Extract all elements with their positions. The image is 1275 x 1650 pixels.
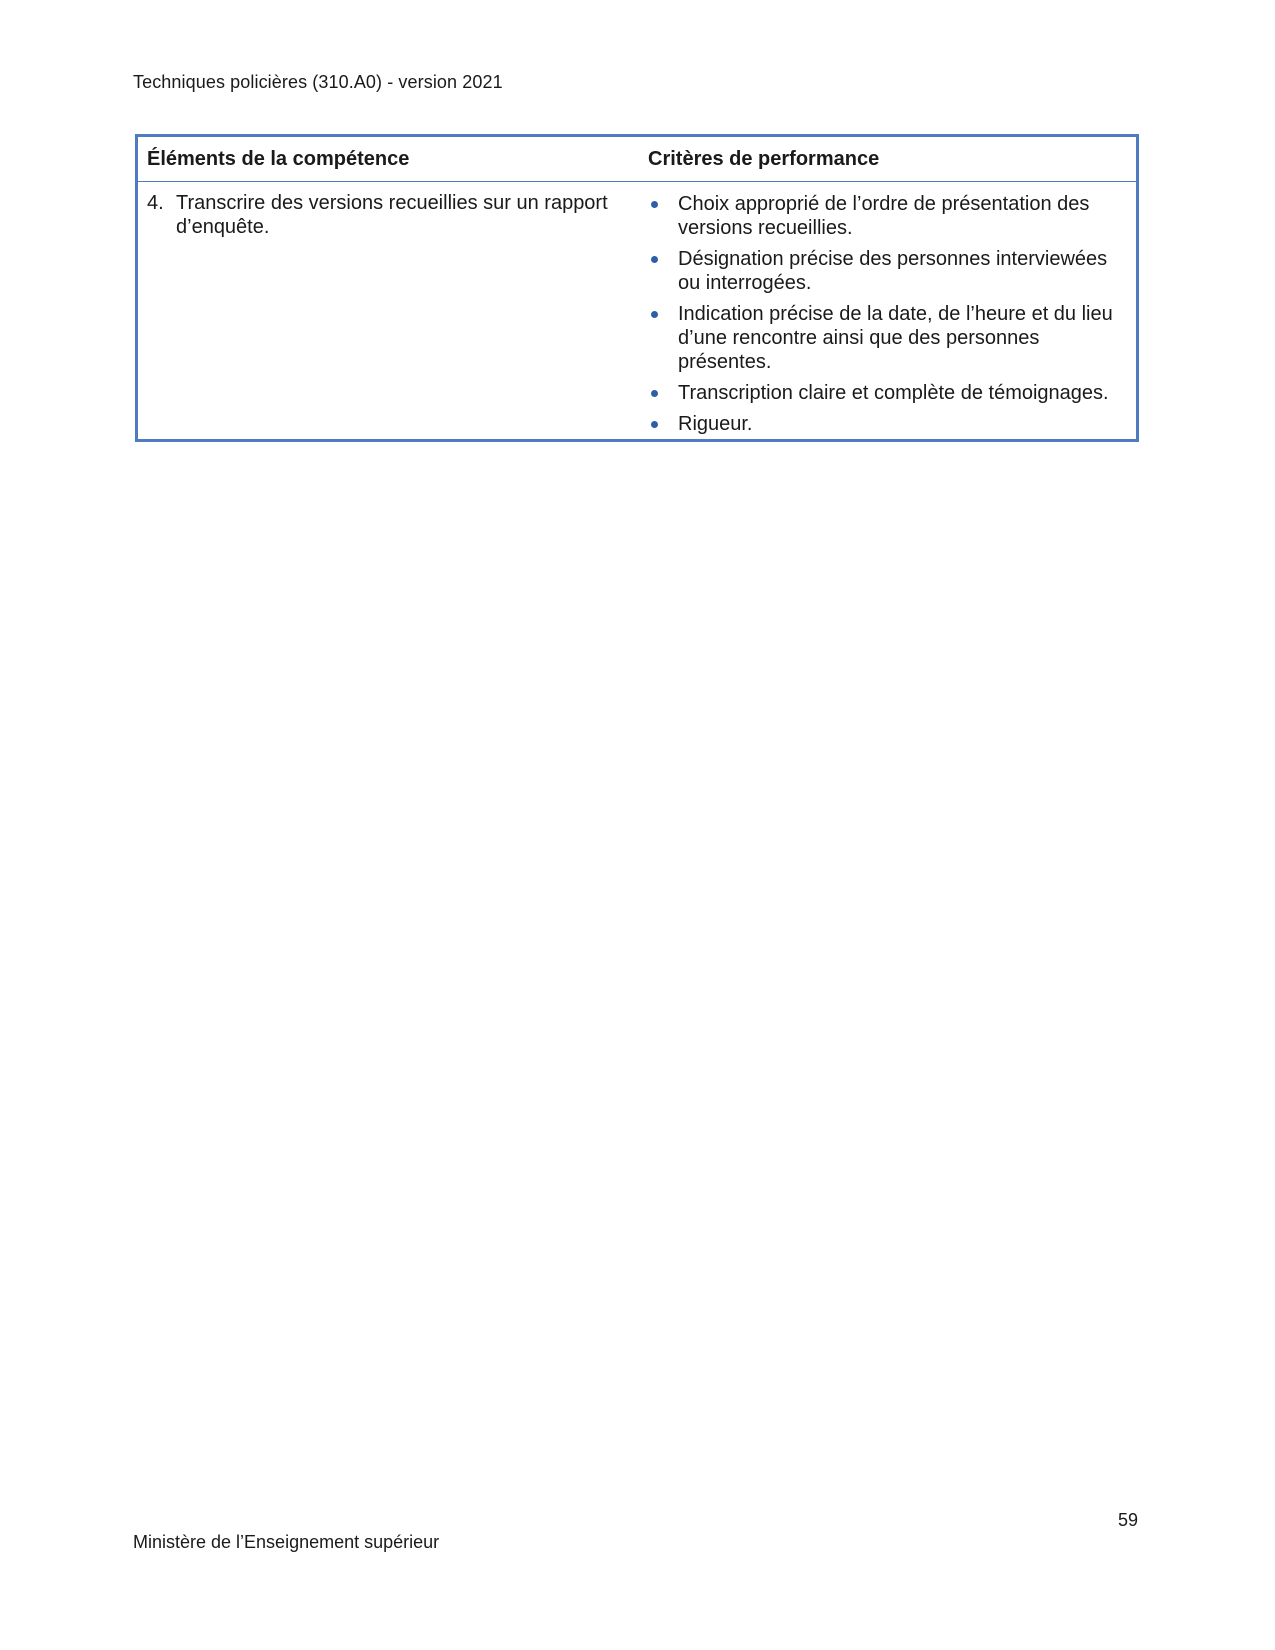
- page-header: Techniques policières (310.A0) - version 2021: [133, 72, 503, 92]
- page-footer: Ministère de l’Enseignement supérieur: [133, 1532, 440, 1552]
- criteria-item: [648, 191, 1136, 240]
- criteria-item: [648, 411, 1136, 436]
- criteria-text: Transcription claire et complète de témoignages.: [678, 382, 1109, 404]
- page-number: 59: [1118, 1510, 1139, 1530]
- column-header-elements: Éléments de la compétence: [147, 147, 410, 170]
- criteria-text: Indication précise de la date, de l’heure et du lieu d’une rencontre ainsi que des personnes présentes.: [678, 303, 1113, 373]
- elements-cell: [138, 191, 641, 436]
- element-item: [147, 191, 641, 239]
- column-header-criteria: Critères de performance: [648, 147, 880, 170]
- element-number: 4.: [147, 192, 164, 214]
- bullet-icon: [648, 247, 678, 295]
- bullet-icon: [648, 412, 678, 436]
- bullet-icon: [648, 192, 678, 240]
- criteria-text: Rigueur.: [678, 413, 753, 435]
- bullet-icon: [648, 381, 678, 405]
- criteria-item: [648, 246, 1136, 295]
- criteria-item: [648, 301, 1136, 374]
- criteria-text: Désignation précise des personnes interviewées ou interrogées.: [678, 248, 1108, 294]
- table-header-row: [138, 137, 1136, 182]
- criteria-item: [648, 380, 1136, 405]
- criteria-cell: [641, 191, 1136, 436]
- table-row: [138, 182, 1136, 439]
- bullet-icon: [648, 302, 678, 374]
- competence-table: [135, 134, 1139, 442]
- criteria-text: Choix approprié de l’ordre de présentation des versions recueillies.: [678, 193, 1090, 239]
- element-text: Transcrire des versions recueillies sur un rapport d’enquête.: [176, 192, 608, 238]
- criteria-list: [648, 191, 1136, 436]
